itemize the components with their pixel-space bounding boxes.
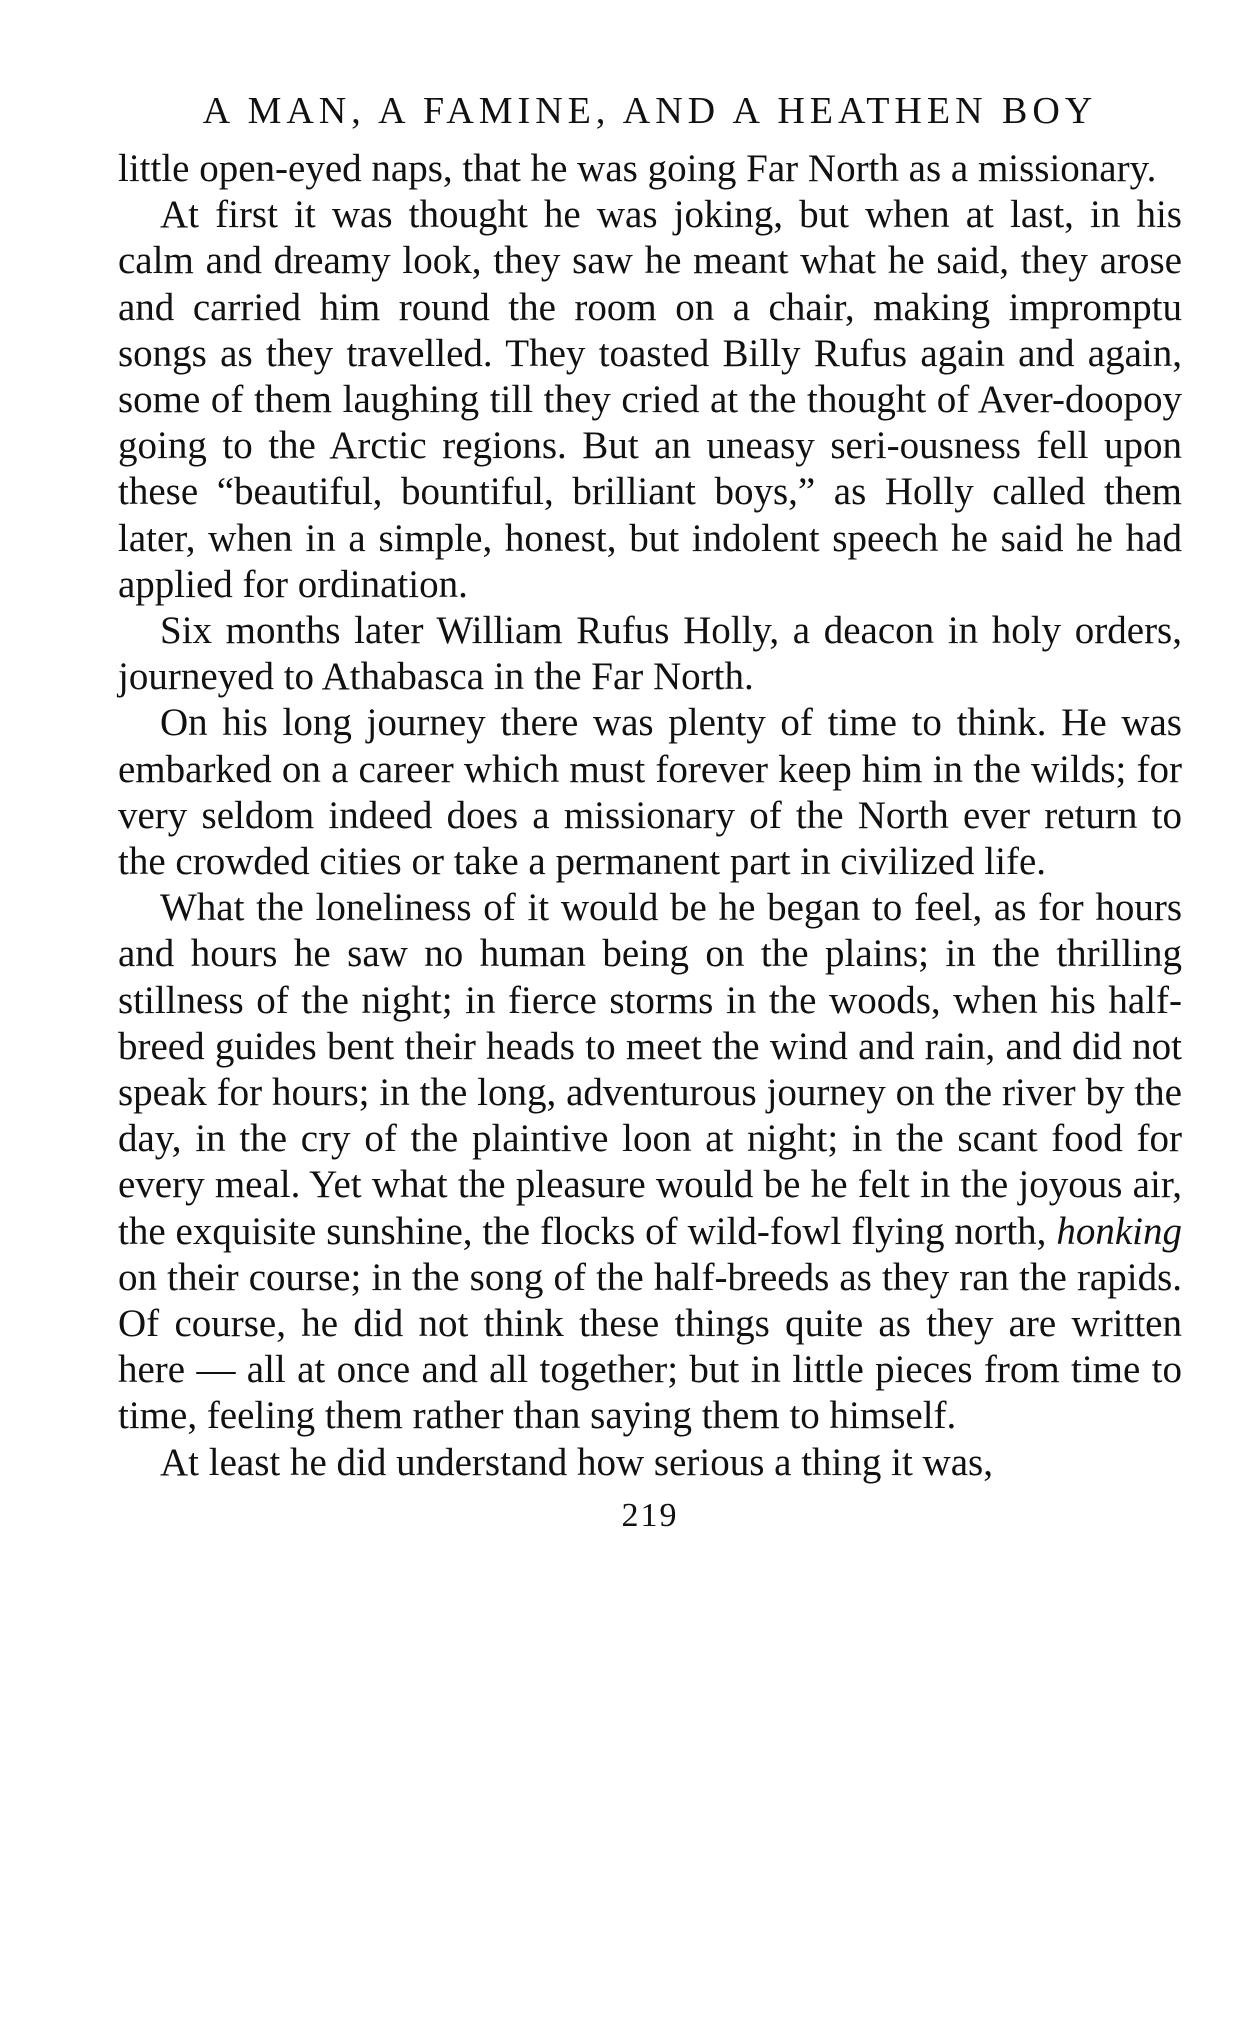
paragraph-3: Six months later William Rufus Holly, a deacon in holy orders, journeyed to Athabasca in the Far North. [118,609,1182,699]
book-page [118,88,1182,1536]
italic-word-honking: honking [1056,1209,1182,1253]
paragraph-4: On his long journey there was plenty of time to think. He was embarked on a career which must forever keep him in the wilds; for very seldom indeed does a missionary of the North ever return to the crowded cities or take a permanent part in civilized life. [118,701,1182,884]
running-head: A MAN, A FAMINE, AND A HEATHEN BOY [202,90,1098,132]
page-number: 219 [621,1496,679,1534]
paragraph-2: At first it was thought he was joking, but when at last, in his calm and dreamy look, they saw he meant what he said, they arose and carried him round the room on a chair, making impromptu songs as they travelled. They toasted Billy Rufus again and again, some of them laughing till they cried at the thought of Aver-doopoy going to the Arctic regions. But an uneasy seri-ousness fell upon these “beautiful, bountiful, brilliant boys,” as Holly called them later, when in a simple, honest, but indolent speech he said he had applied for ordination. [118,193,1182,606]
paragraph-6: At least he did understand how serious a thing it was, [160,1440,993,1484]
paragraph-5 [118,885,1182,1439]
body-text [118,146,1182,1486]
paragraph-1: little open-eyed naps, that he was going Far North as a missionary. [118,147,1157,190]
paragraph-5-part-2: on their course; in the song of the half-breeds as they ran the rapids. Of course, he did not think these things quite as they are written here — all at once and all together; but in little pieces from time to time, feeling them rather than saying them to himself. [118,1255,1182,1438]
paragraph-5-part-1: What the loneliness of it would be he began to feel, as for hours and hours he saw no human being on the plains; in the thrilling stillness of the night; in fierce storms in the woods, when his half-breed guides bent their heads to meet the wind and rain, and did not speak for hours; in the long, adventurous journey on the river by the day, in the cry of the plaintive loon at night; in the scant food for every meal. Yet what the pleasure would be he felt in the joyous air, the exquisite sunshine, the flocks of wild-fowl flying north, [118,886,1182,1253]
